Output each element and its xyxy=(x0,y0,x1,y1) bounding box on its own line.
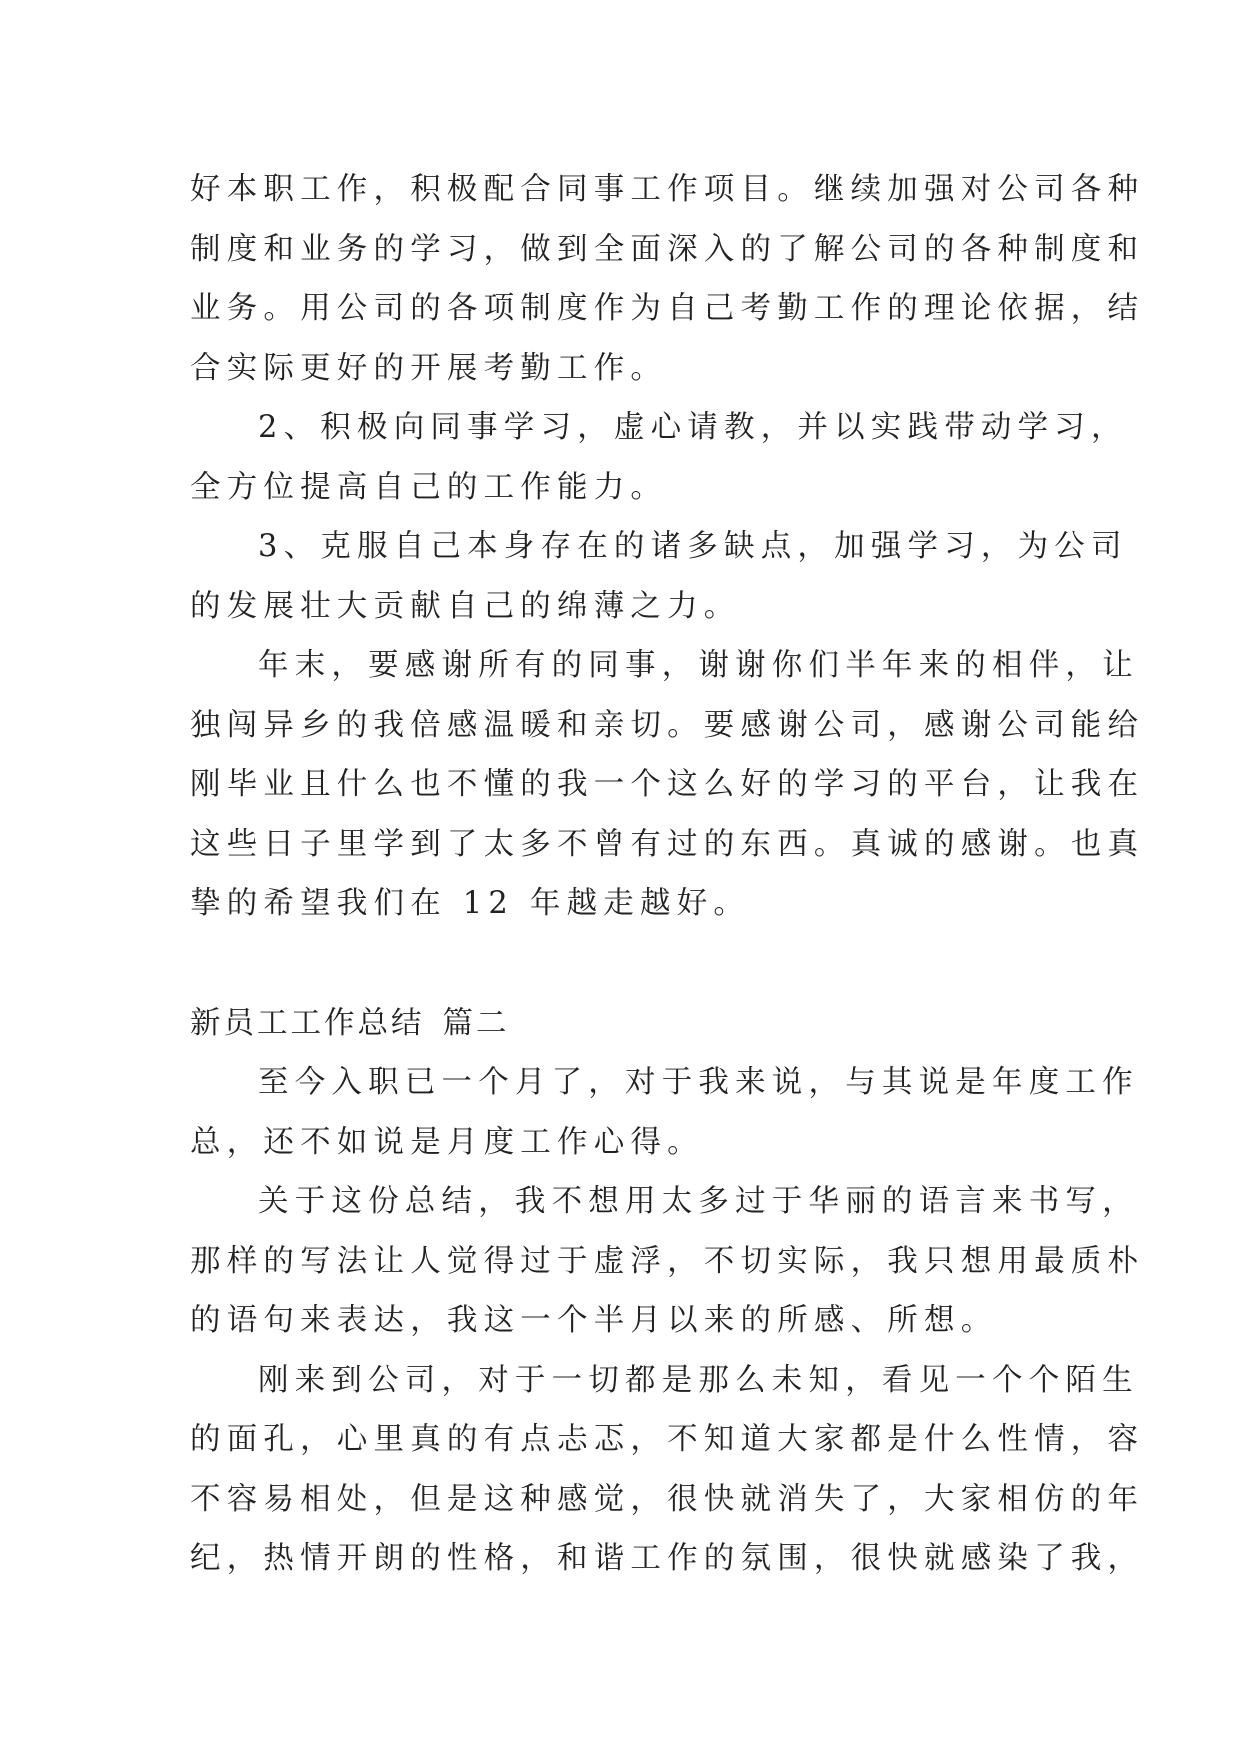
text-line: 总，还不如说是月度工作心得。 xyxy=(190,1124,704,1160)
text-line: 全方位提高自己的工作能力。 xyxy=(190,469,668,505)
section-title: 新员工工作总结 xyxy=(190,1005,425,1041)
list-item-3 xyxy=(190,517,1128,636)
text-line: 至今入职已一个月了，对于我来说，与其说是年度工作 xyxy=(258,1065,1139,1100)
text-line: 不容易相处，但是这种感觉，很快就消失了，大家相仿的年 xyxy=(190,1481,1145,1517)
text-line: 这些日子里学到了太多不曾有过的东西。真诚的感谢。也真 xyxy=(190,826,1145,862)
text-line: 好本职工作，积极配合同事工作项目。继续加强对公司各种 xyxy=(190,172,1145,207)
section2-paragraph-1 xyxy=(190,1053,1139,1172)
text-line: 的面孔，心里真的有点忐忑，不知道大家都是什么性情，容 xyxy=(190,1422,1145,1457)
section-heading xyxy=(190,994,1060,1054)
text-line: 纪，热情开朗的性格，和谐工作的氛围，很快就感染了我， xyxy=(190,1541,1145,1576)
text-line: 挚的希望我们在 12 年越走越好。 xyxy=(190,886,751,921)
text-line: 3、克服自己本身存在的诸多缺点，加强学习，为公司 xyxy=(258,529,1128,564)
text-line: 独闯异乡的我倍感温暖和亲切。要感谢公司，感谢公司能给 xyxy=(190,707,1145,743)
text-line: 的发展壮大贡献自己的绵薄之力。 xyxy=(190,588,741,624)
text-line: 刚来到公司，对于一切都是那么未知，看见一个个陌生 xyxy=(258,1362,1139,1398)
text-line: 业务。用公司的各项制度作为自己考勤工作的理论依据，结 xyxy=(190,291,1145,326)
text-line: 关于这份总结，我不想用太多过于华丽的语言来书写， xyxy=(258,1184,1139,1219)
text-line: 2、积极向同事学习，虚心请教，并以实践带动学习， xyxy=(258,410,1128,445)
text-line: 年末，要感谢所有的同事，谢谢你们半年来的相伴，让 xyxy=(258,648,1139,683)
text-line: 制度和业务的学习，做到全面深入的了解公司的各种制度和 xyxy=(190,231,1145,267)
section-subtitle: 篇二 xyxy=(442,1005,510,1041)
document-body xyxy=(190,160,1145,1589)
section2-paragraph-2 xyxy=(190,1172,1145,1351)
paragraph-continued xyxy=(190,160,1145,398)
text-line: 合实际更好的开展考勤工作。 xyxy=(190,350,668,386)
text-line: 那样的写法让人觉得过于虚浮，不切实际，我只想用最质朴 xyxy=(190,1243,1145,1279)
closing-paragraph xyxy=(190,636,1145,934)
text-line: 刚毕业且什么也不懂的我一个这么好的学习的平台，让我在 xyxy=(190,767,1145,802)
section2-paragraph-3 xyxy=(190,1351,1145,1589)
list-item-2 xyxy=(190,398,1128,517)
text-line: 的语句来表达，我这一个半月以来的所感、所想。 xyxy=(190,1303,998,1338)
